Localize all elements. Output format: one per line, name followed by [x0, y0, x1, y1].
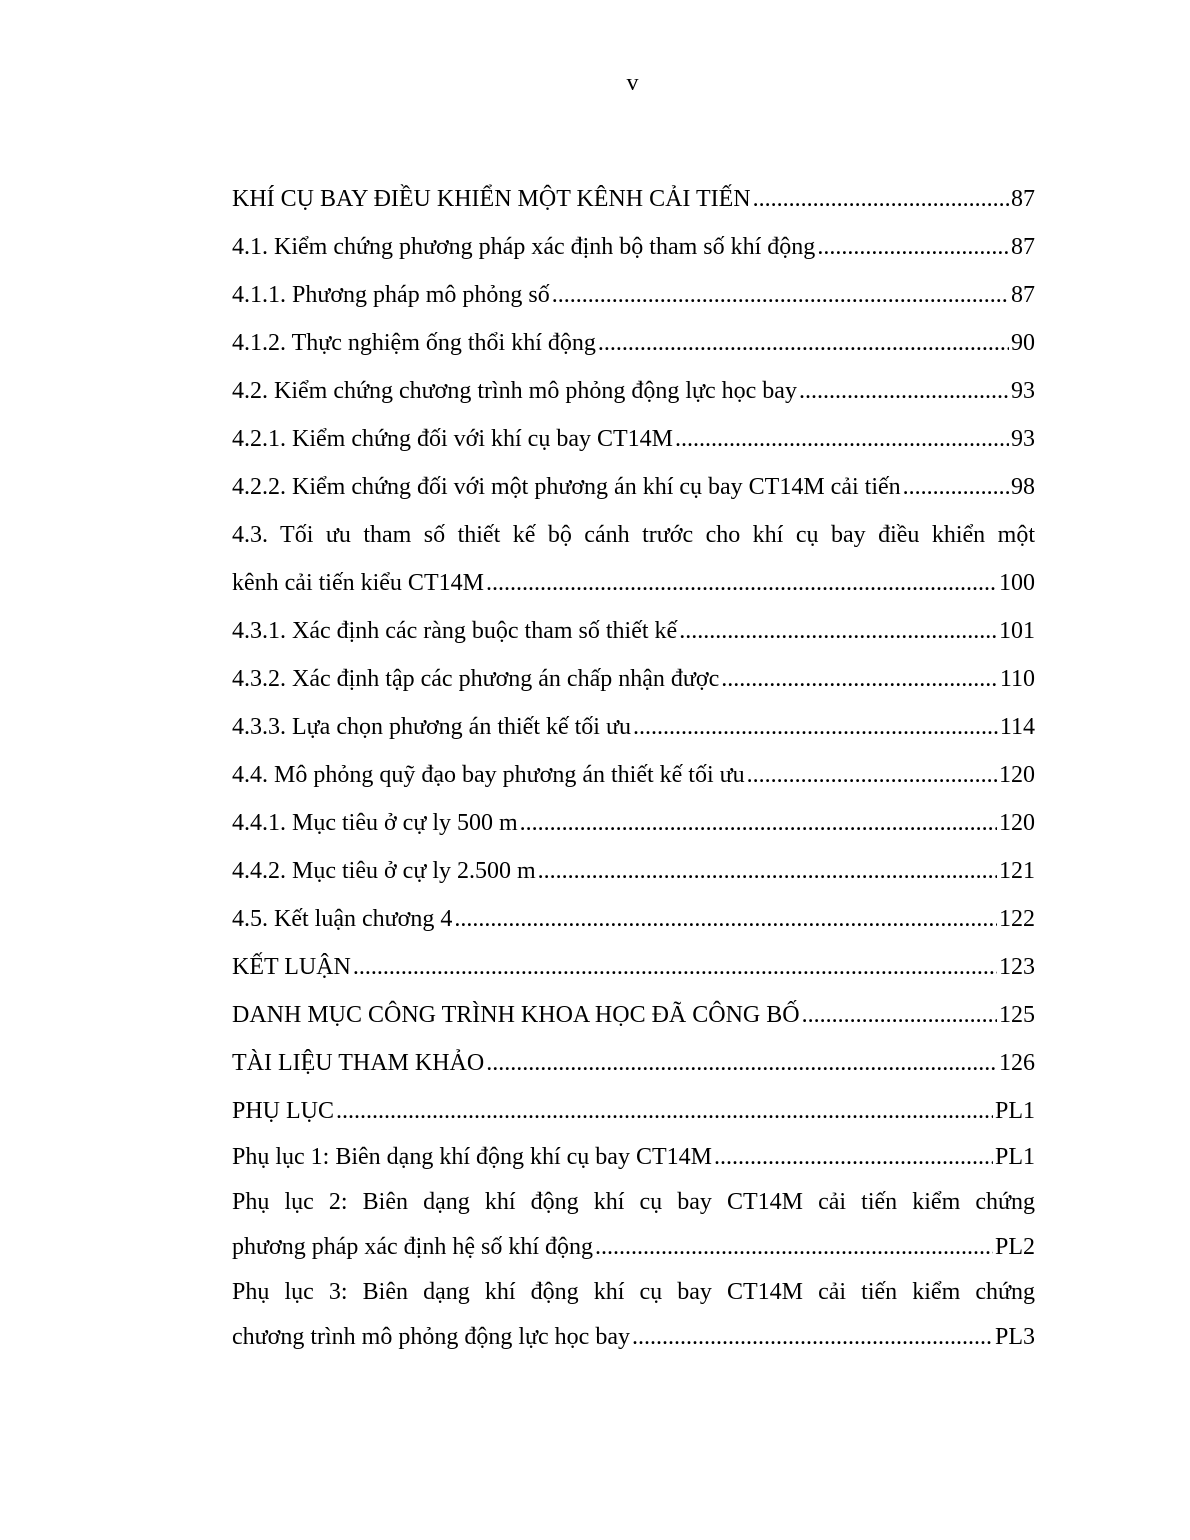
- toc-entry[interactable]: [232, 319, 1035, 367]
- toc-entry-title: chương trình mô phỏng động lực học bay: [232, 1324, 630, 1350]
- toc-entry[interactable]: [232, 895, 1035, 943]
- toc-entry-title: DANH MỤC CÔNG TRÌNH KHOA HỌC ĐÃ CÔNG BỐ: [232, 1002, 800, 1028]
- toc-entry[interactable]: [232, 943, 1035, 991]
- toc-entry-title: 4.3.3. Lựa chọn phương án thiết kế tối ưu: [232, 714, 631, 740]
- dot-leader: [721, 655, 998, 703]
- toc-entry[interactable]: [232, 1270, 1035, 1360]
- toc-entry[interactable]: [232, 1180, 1035, 1270]
- toc-entry-title: PHỤ LỤC: [232, 1098, 335, 1124]
- toc-entry-title: 4.3.2. Xác định tập các phương án chấp nhận được: [232, 666, 720, 692]
- dot-leader: [454, 895, 997, 943]
- toc-entry-page: PL1: [994, 1144, 1035, 1170]
- toc-entry-page: PL2: [994, 1234, 1035, 1260]
- toc-entry-title-line1: Phụ lục 2: Biên dạng khí động khí cụ bay CT14M cải tiến kiểm chứng: [232, 1189, 1035, 1215]
- dot-leader: [714, 1135, 993, 1180]
- toc-entry[interactable]: [232, 703, 1035, 751]
- dot-leader: [336, 1087, 993, 1135]
- toc-entry-page: 93: [1011, 426, 1035, 452]
- toc-entry[interactable]: [232, 751, 1035, 799]
- toc-entry[interactable]: [232, 847, 1035, 895]
- dot-leader: [353, 943, 997, 991]
- toc-entry-title: 4.2.1. Kiểm chứng đối với khí cụ bay CT14M: [232, 426, 673, 452]
- toc-entry-title: Phụ lục 1: Biên dạng khí động khí cụ bay CT14M: [232, 1144, 712, 1170]
- dot-leader: [799, 367, 1009, 415]
- toc-entry-title-line1: Phụ lục 3: Biên dạng khí động khí cụ bay CT14M cải tiến kiểm chứng: [232, 1279, 1035, 1305]
- dot-leader: [486, 1039, 997, 1087]
- toc-entry-page: 87: [1011, 234, 1035, 260]
- toc-entry[interactable]: [232, 799, 1035, 847]
- toc-entry-page: 120: [999, 810, 1035, 836]
- toc-entry[interactable]: [232, 1135, 1035, 1180]
- toc-entry-title: 4.4.1. Mục tiêu ở cự ly 500 m: [232, 810, 518, 836]
- toc-entry[interactable]: [232, 1087, 1035, 1135]
- toc-entry[interactable]: [232, 415, 1035, 463]
- dot-leader: [486, 559, 997, 607]
- toc-entry-page: 87: [1011, 186, 1035, 212]
- toc-entry-title: KHÍ CỤ BAY ĐIỀU KHIỂN MỘT KÊNH CẢI TIẾN: [232, 186, 751, 212]
- toc-entry-title: 4.1. Kiểm chứng phương pháp xác định bộ tham số khí động: [232, 234, 816, 260]
- dot-leader: [520, 799, 997, 847]
- dot-leader: [552, 271, 1009, 319]
- dot-leader: [747, 751, 997, 799]
- toc-entry-title: kênh cải tiến kiểu CT14M: [232, 570, 484, 596]
- toc-entry-title: 4.5. Kết luận chương 4: [232, 906, 453, 932]
- toc-entry-page: 114: [999, 714, 1035, 740]
- toc-entry-title: 4.2.2. Kiểm chứng đối với một phương án khí cụ bay CT14M cải tiến: [232, 474, 901, 500]
- toc-entry[interactable]: [232, 271, 1035, 319]
- toc-entry-title: 4.4.2. Mục tiêu ở cự ly 2.500 m: [232, 858, 536, 884]
- toc-entry-page: 87: [1011, 282, 1035, 308]
- dot-leader: [538, 847, 997, 895]
- dot-leader: [632, 1315, 993, 1360]
- toc-entry-page: 110: [999, 666, 1035, 692]
- dot-leader: [633, 703, 998, 751]
- page-number: v: [626, 70, 639, 96]
- toc-entry[interactable]: [232, 991, 1035, 1039]
- toc-entry-title: 4.1.1. Phương pháp mô phỏng số: [232, 282, 550, 308]
- toc-entry-title: phương pháp xác định hệ số khí động: [232, 1234, 593, 1260]
- toc-entry-page: 126: [999, 1050, 1035, 1076]
- toc-entry-title: KẾT LUẬN: [232, 954, 351, 980]
- toc-entry[interactable]: [232, 367, 1035, 415]
- toc-entry-page: 122: [999, 906, 1035, 932]
- dot-leader: [903, 463, 1009, 511]
- dot-leader: [595, 1225, 993, 1270]
- toc-entry[interactable]: [232, 655, 1035, 703]
- toc-entry[interactable]: [232, 511, 1035, 607]
- dot-leader: [802, 991, 997, 1039]
- toc-entry-title: 4.1.2. Thực nghiệm ống thổi khí động: [232, 330, 596, 356]
- dot-leader: [598, 319, 1009, 367]
- toc-entry-title: TÀI LIỆU THAM KHẢO: [232, 1050, 485, 1076]
- dot-leader: [675, 415, 1009, 463]
- toc-entry-page: 100: [999, 570, 1035, 596]
- toc-entry-page: 98: [1011, 474, 1035, 500]
- toc-entry-page: 93: [1011, 378, 1035, 404]
- toc-entry[interactable]: [232, 1039, 1035, 1087]
- toc-entry[interactable]: [232, 607, 1035, 655]
- toc-entry[interactable]: [232, 463, 1035, 511]
- toc-entry-page: 101: [999, 618, 1035, 644]
- toc-entry-page: PL1: [994, 1098, 1035, 1124]
- toc-entry-title: 4.3.1. Xác định các ràng buộc tham số thiết kế: [232, 618, 678, 644]
- toc-entry-page: 90: [1011, 330, 1035, 356]
- toc-entry-page: 120: [999, 762, 1035, 788]
- toc-entry-title-line1: 4.3. Tối ưu tham số thiết kế bộ cánh trước cho khí cụ bay điều khiển một: [232, 522, 1035, 548]
- toc-entry[interactable]: [232, 223, 1035, 271]
- toc-entry[interactable]: [232, 175, 1035, 223]
- dot-leader: [679, 607, 997, 655]
- dot-leader: [753, 175, 1009, 223]
- toc-entry-title: 4.4. Mô phỏng quỹ đạo bay phương án thiết kế tối ưu: [232, 762, 745, 788]
- dot-leader: [817, 223, 1009, 271]
- toc-entry-page: PL3: [994, 1324, 1035, 1350]
- toc-entry-page: 123: [999, 954, 1035, 980]
- toc-entry-page: 125: [999, 1002, 1035, 1028]
- toc-entry-page: 121: [999, 858, 1035, 884]
- table-of-contents: [232, 175, 1035, 1360]
- toc-entry-title: 4.2. Kiểm chứng chương trình mô phỏng động lực học bay: [232, 378, 797, 404]
